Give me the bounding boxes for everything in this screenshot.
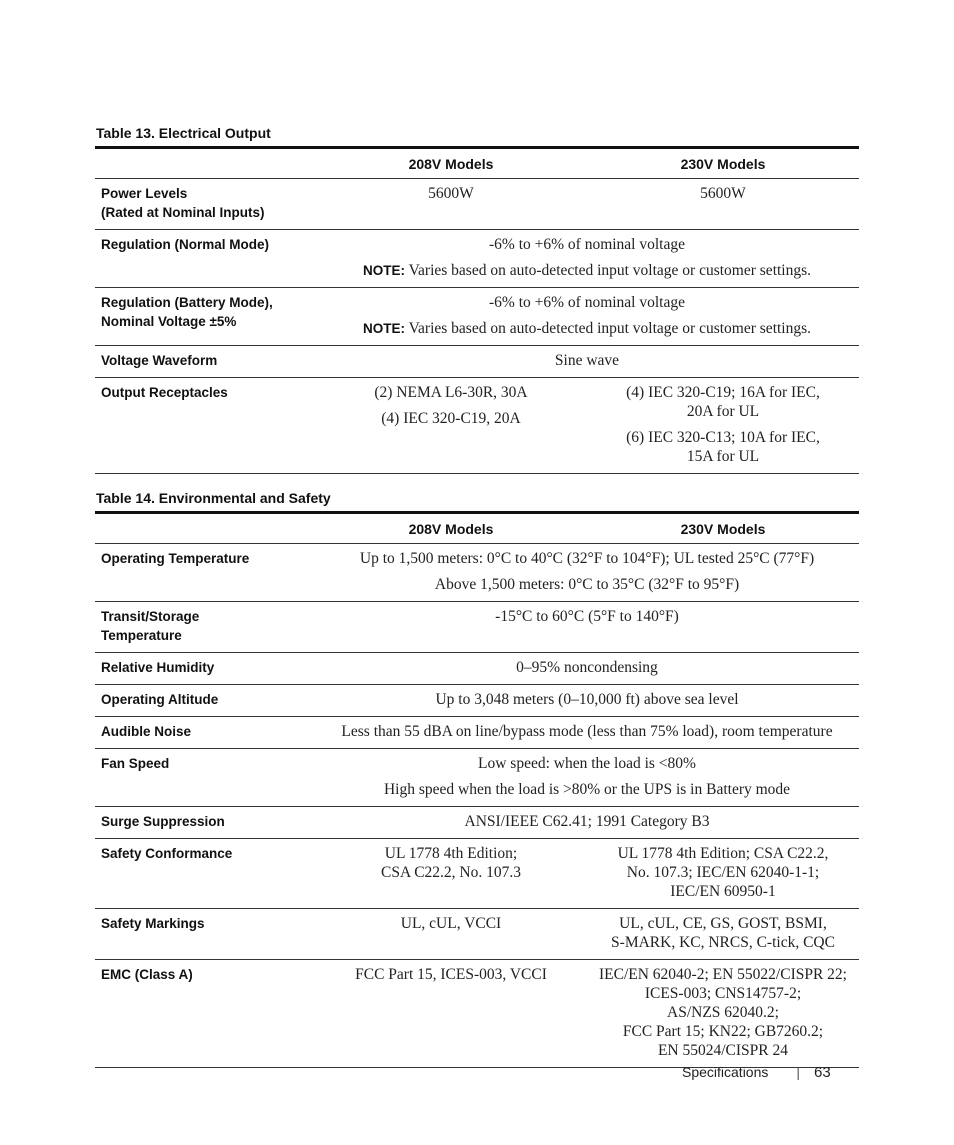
row-label: Regulation (Normal Mode) xyxy=(95,230,315,288)
cell-208v: 5600W xyxy=(315,179,587,230)
header-208v: 208V Models xyxy=(315,513,587,544)
cell-value: Low speed: when the load is <80% High speed when the load is >80% or the UPS is in Battery mode xyxy=(315,749,859,807)
cell-value: -15°C to 60°C (5°F to 140°F) xyxy=(315,602,859,653)
header-208v: 208V Models xyxy=(315,148,587,179)
cell-230v: UL, cUL, CE, GS, GOST, BSMI, S-MARK, KC, NRCS, C-tick, CQC xyxy=(587,909,859,960)
table-row xyxy=(95,909,859,960)
table-row xyxy=(95,288,859,346)
environmental-safety-table xyxy=(95,511,859,1068)
table-row xyxy=(95,346,859,378)
row-label: Fan Speed xyxy=(95,749,315,807)
table-row xyxy=(95,717,859,749)
note: NOTE: Varies based on auto-detected input voltage or customer settings. xyxy=(362,262,812,279)
table-row xyxy=(95,685,859,717)
cell-value: 0–95% noncondensing xyxy=(315,653,859,685)
table-header-row xyxy=(95,513,859,544)
table-row xyxy=(95,807,859,839)
row-label: Relative Humidity xyxy=(95,653,315,685)
table-13-caption: Table 13. Electrical Output xyxy=(96,125,271,141)
row-label: Regulation (Battery Mode), Nominal Voltage ±5% xyxy=(95,288,315,346)
cell-230v: UL 1778 4th Edition; CSA C22.2, No. 107.3; IEC/EN 62040-1-1; IEC/EN 60950-1 xyxy=(587,839,859,909)
table-row xyxy=(95,378,859,474)
cell-value: -6% to +6% of nominal voltage NOTE: Varies based on auto-detected input voltage or customer settings. xyxy=(315,288,859,346)
row-label: Voltage Waveform xyxy=(95,346,315,378)
page-number: 63 xyxy=(814,1064,831,1081)
table-row xyxy=(95,602,859,653)
cell-value: Up to 1,500 meters: 0°C to 40°C (32°F to 104°F); UL tested 25°C (77°F) Above 1,500 meters: 0°C to 35°C (32°F to 95°F) xyxy=(315,544,859,602)
cell-value: Less than 55 dBA on line/bypass mode (less than 75% load), room temperature xyxy=(315,717,859,749)
header-blank xyxy=(95,148,315,179)
row-label: EMC (Class A) xyxy=(95,960,315,1068)
table-row xyxy=(95,179,859,230)
table-row xyxy=(95,749,859,807)
row-label: Audible Noise xyxy=(95,717,315,749)
row-label: Transit/Storage Temperature xyxy=(95,602,315,653)
table-row xyxy=(95,653,859,685)
cell-208v: UL, cUL, VCCI xyxy=(315,909,587,960)
header-230v: 230V Models xyxy=(587,148,859,179)
footer-separator: | xyxy=(796,1064,801,1080)
row-label: Operating Temperature xyxy=(95,544,315,602)
page-footer xyxy=(682,1064,831,1081)
cell-208v: UL 1778 4th Edition; CSA C22.2, No. 107.3 xyxy=(315,839,587,909)
cell-208v: FCC Part 15, ICES-003, VCCI xyxy=(315,960,587,1068)
table-header-row xyxy=(95,148,859,179)
row-label: Output Receptacles xyxy=(95,378,315,474)
row-label: Power Levels (Rated at Nominal Inputs) xyxy=(95,179,315,230)
note: NOTE: Varies based on auto-detected input voltage or customer settings. xyxy=(362,320,812,337)
table-row xyxy=(95,839,859,909)
cell-value: ANSI/IEEE C62.41; 1991 Category B3 xyxy=(315,807,859,839)
table-row xyxy=(95,960,859,1068)
electrical-output-table xyxy=(95,146,859,474)
cell-value: Up to 3,048 meters (0–10,000 ft) above sea level xyxy=(315,685,859,717)
row-label: Surge Suppression xyxy=(95,807,315,839)
table-row xyxy=(95,230,859,288)
cell-230v: (4) IEC 320-C19; 16A for IEC, 20A for UL (6) IEC 320-C13; 10A for IEC, 15A for UL xyxy=(587,378,859,474)
header-blank xyxy=(95,513,315,544)
table-row xyxy=(95,544,859,602)
header-230v: 230V Models xyxy=(587,513,859,544)
cell-value: -6% to +6% of nominal voltage NOTE: Varies based on auto-detected input voltage or customer settings. xyxy=(315,230,859,288)
cell-230v: 5600W xyxy=(587,179,859,230)
footer-section: Specifications xyxy=(682,1064,769,1080)
cell-208v: (2) NEMA L6-30R, 30A (4) IEC 320-C19, 20A xyxy=(315,378,587,474)
row-label: Safety Conformance xyxy=(95,839,315,909)
table-14-caption: Table 14. Environmental and Safety xyxy=(96,490,331,506)
row-label: Operating Altitude xyxy=(95,685,315,717)
row-label: Safety Markings xyxy=(95,909,315,960)
cell-value: Sine wave xyxy=(315,346,859,378)
cell-230v: IEC/EN 62040-2; EN 55022/CISPR 22; ICES-003; CNS14757-2; AS/NZS 62040.2; FCC Part 15; KN22; GB7260.2; EN 55024/CISPR 24 xyxy=(587,960,859,1068)
